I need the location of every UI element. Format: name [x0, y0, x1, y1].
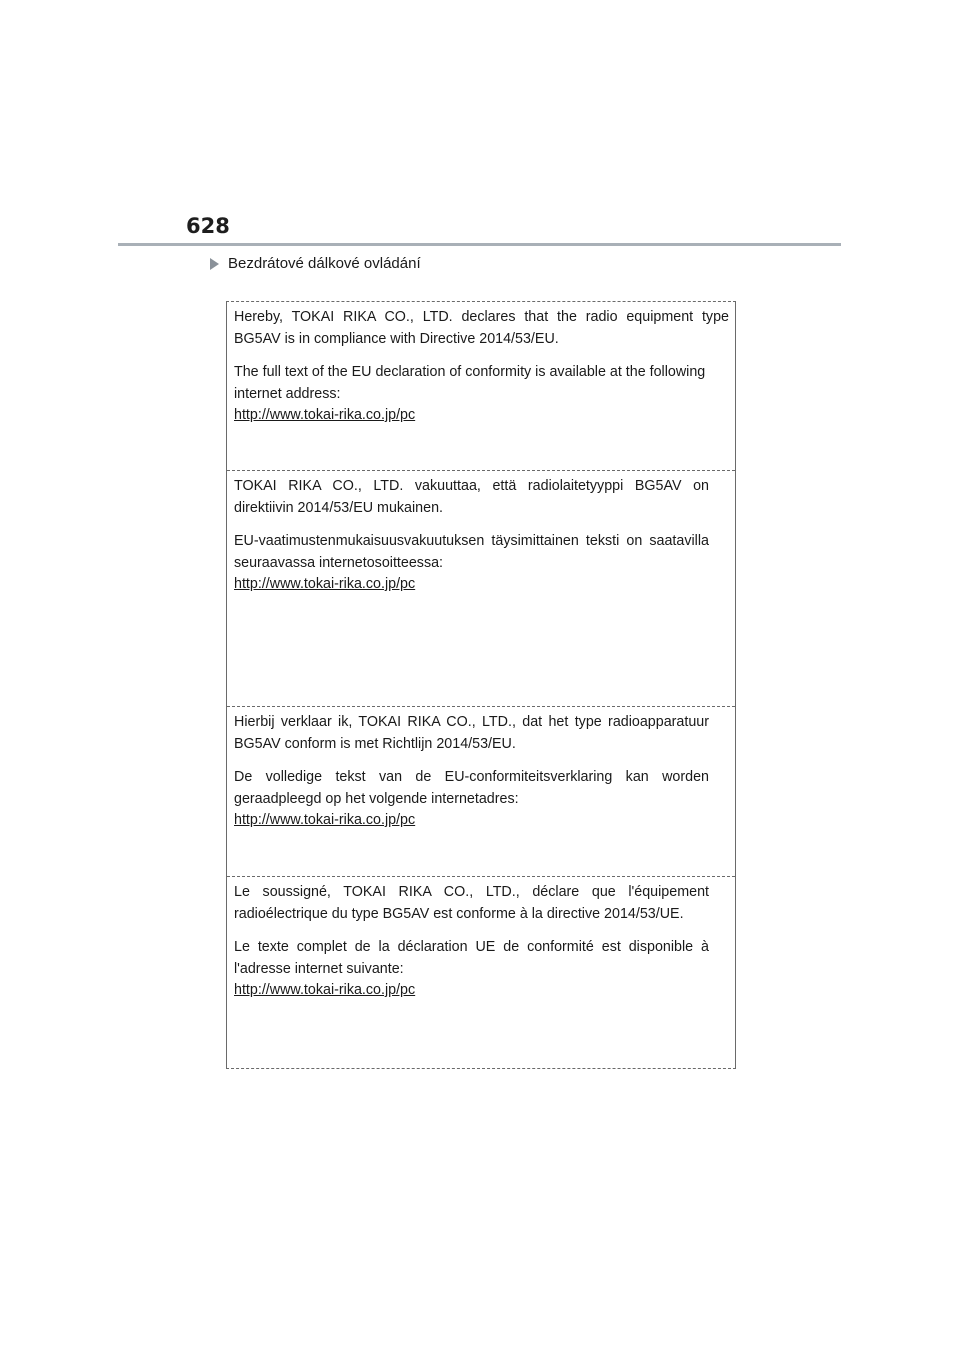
declaration-url-link[interactable]: http://www.tokai-rika.co.jp/pc	[234, 982, 416, 998]
declaration-availability	[234, 362, 729, 427]
declaration-dutch	[227, 706, 735, 876]
declaration-url-link[interactable]: http://www.tokai-rika.co.jp/pc	[234, 576, 416, 592]
section-heading	[210, 255, 421, 272]
declaration-url-link[interactable]: http://www.tokai-rika.co.jp/pc	[234, 407, 416, 423]
declaration-statement: Le soussigné, TOKAI RIKA CO., LTD., déclare que l'équipement radioélectrique du type BG5AV est conforme à la directive 2014/53/UE.	[234, 884, 709, 922]
availability-text: The full text of the EU declaration of conformity is available at the following internet address:	[234, 364, 706, 402]
declaration-french	[227, 876, 735, 1068]
declaration-statement: Hereby, TOKAI RIKA CO., LTD. declares that the radio equipment type BG5AV is in compliance with Directive 2014/53/EU.	[234, 309, 729, 347]
declaration-english	[227, 302, 735, 470]
page-number: 628	[186, 214, 230, 238]
declaration-availability: Le texte complet de la déclaration UE de conformité est disponible à l'adresse internet suivante:	[234, 939, 709, 977]
declaration-statement: TOKAI RIKA CO., LTD. vakuuttaa, että radiolaitetyyppi BG5AV on direktiivin 2014/53/EU mukainen.	[234, 478, 709, 516]
declaration-availability: EU-vaatimustenmukaisuusvakuutuksen täysimittainen teksti on saatavilla seuraavassa internetosoitteessa:	[234, 533, 709, 571]
declaration-finnish	[227, 470, 735, 706]
triangle-bullet-icon	[210, 258, 219, 270]
declaration-box	[226, 301, 736, 1069]
declaration-statement: Hierbij verklaar ik, TOKAI RIKA CO., LTD., dat het type radioapparatuur BG5AV conform is met Richtlijn 2014/53/EU.	[234, 714, 709, 752]
header-rule	[118, 243, 841, 246]
declaration-url-link[interactable]: http://www.tokai-rika.co.jp/pc	[234, 812, 416, 828]
declaration-availability: De volledige tekst van de EU-conformiteitsverklaring kan worden geraadpleegd op het volgende internetadres:	[234, 769, 709, 807]
section-title: Bezdrátové dálkové ovládání	[228, 255, 421, 272]
